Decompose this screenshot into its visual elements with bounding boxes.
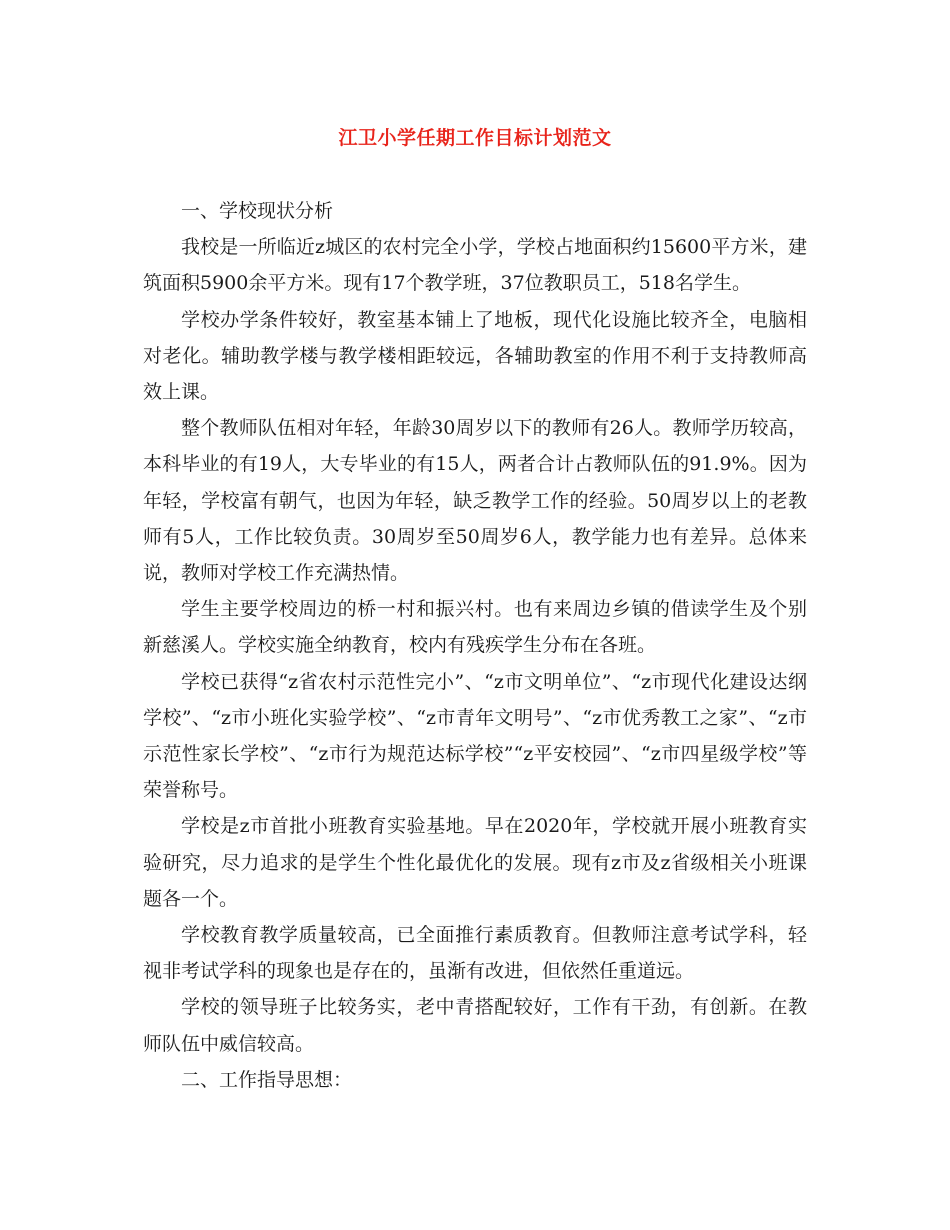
paragraph-facilities: 学校办学条件较好，教室基本铺上了地板，现代化设施比较齐全，电脑相对老化。辅助教学楼与教学楼相距较远，各辅助教室的作用不利于支持教师高效上课。 [143, 308, 807, 404]
paragraph-leadership: 学校的领导班子比较务实，老中青搭配较好，工作有干劲，有创新。在教师队伍中威信较高。 [143, 996, 807, 1055]
section-heading-guidance: 二、工作指导思想： [181, 1068, 353, 1091]
paragraph-school-overview: 我校是一所临近z城区的农村完全小学，学校占地面积约15600平方米，建筑面积5900余平方米。现有17个教学班，37位教职员工，518名学生。 [143, 236, 807, 295]
paragraph-honors: 学校已获得“z省农村示范性完小”、“z市文明单位”、“z市现代化建设达纲学校”、“z市小班化实验学校”、“z市青年文明号”、“z市优秀教工之家”、“z市示范性家长学校”、“z市行为规范达标学校”“z平安校园”、“z市四星级学校”等荣誉称号。 [143, 670, 807, 802]
section-heading-status: 一、学校现状分析 [181, 200, 334, 222]
paragraph-quality: 学校教育教学质量较高，已全面推行素质教育。但教师注意考试学科，轻视非考试学科的现象也是存在的，虽渐有改进，但依然任重道远。 [143, 924, 807, 983]
paragraph-students: 学生主要学校周边的桥一村和振兴村。也有来周边乡镇的借读学生及个别新慈溪人。学校实施全纳教育，校内有残疾学生分布在各班。 [143, 598, 807, 657]
document-body [143, 193, 807, 1098]
paragraph-teachers: 整个教师队伍相对年轻，年龄30周岁以下的教师有26人。教师学历较高，本科毕业的有19人，大专毕业的有15人，两者合计占教师队伍的91.9%。因为年轻，学校富有朝气，也因为年轻，缺乏教学工作的经验。50周岁以上的老教师有5人，工作比较负责。30周岁至50周岁6人，教学能力也有差异。总体来说，教师对学校工作充满热情。 [143, 417, 807, 585]
paragraph-small-class: 学校是z市首批小班教育实验基地。早在2020年，学校就开展小班教育实验研究，尽力追求的是学生个性化最优化的发展。现有z市及z省级相关小班课题各一个。 [143, 815, 807, 910]
page-title: 江卫小学任期工作目标计划范文 [338, 127, 612, 149]
